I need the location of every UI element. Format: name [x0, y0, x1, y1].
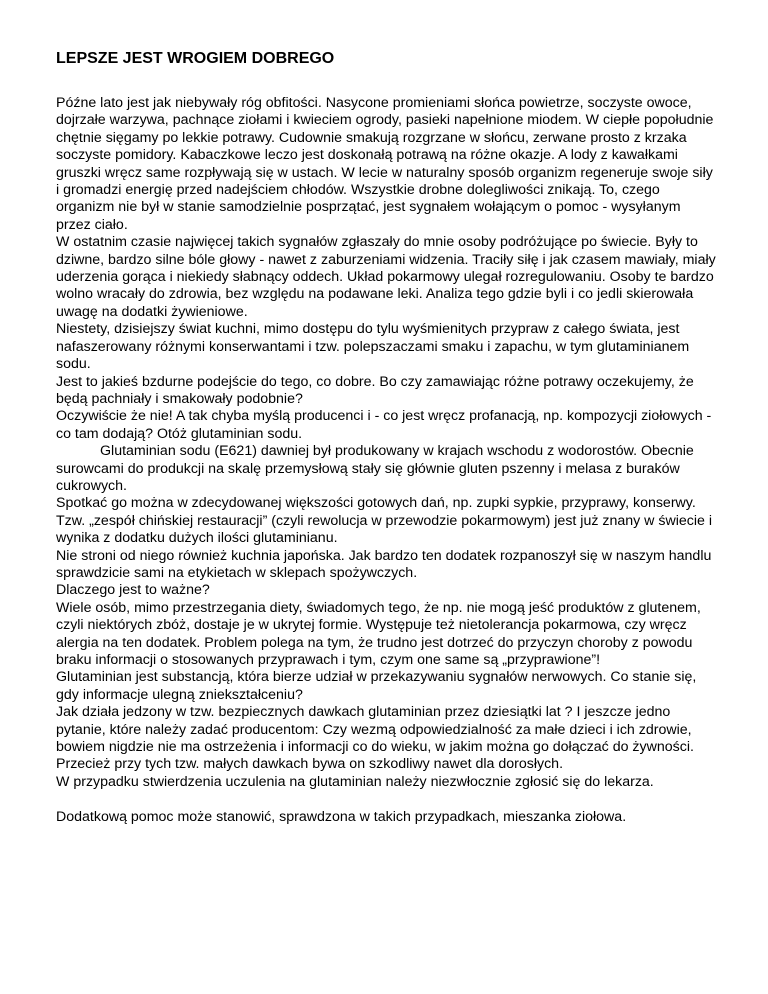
paragraph: Niestety, dzisiejszy świat kuchni, mimo dostępu do tylu wyśmienitych przypraw z całego świata, jest nafaszerowany różnymi konserwantami i tzw. polepszaczami smaku i zapachu, w tym glutaminianem sodu. [56, 321, 690, 373]
paragraph: Jak działa jedzony w tzw. bezpiecznych dawkach glutaminian przez dziesiątki lat ? I jeszcze jedno pytanie, które należy zadać producentom: Czy wezmą odpowiedzialność za małe dzieci i ich zdrowie, bowiem nigdzie nie ma ostrzeżenia i informacji co do wieku, w jakim można go dołączać do żywności. [56, 704, 694, 756]
paragraph: Tzw. „zespół chińskiej restauracji” (czyli rewolucja w przewodzie pokarmowym) jest już znany w świecie i wynika z dodatku dużych ilości glutaminianu. [56, 512, 712, 547]
paragraph: Nie stroni od niego również kuchnia japońska. Jak bardzo ten dodatek rozpanoszył się w naszym handlu sprawdzicie sami na etykietach w sklepach spożywczych. [56, 547, 712, 581]
paragraph: W ostatnim czasie najwięcej takich sygnałów zgłaszały do mnie osoby podróżujące po świecie. Były to dziwne, bardzo silne bóle głowy - nawet z zaburzeniami widzenia. Traciły siłę i jak czasem mawiały, miały uderzenia gorąca i niekiedy słabnący oddech. Układ pokarmowy ulegał rozregulowaniu. Osoby te bardzo wolno wracały do zdrowia, bez względu na podawane leki. Analiza tego gdzie byli i co jedli skierowała uwagę na dodatki żywieniowe. [56, 234, 716, 320]
paragraph: Późne lato jest jak niebywały róg obfitości. Nasycone promieniami słońca powietrze, soczyste owoce, dojrzałe warzywa, pachnące ziołami i kwieciem ogrody, pasieki napełnione miodem. W ciepłe popołudnie chętnie sięgamy po lekkie potrawy. Cudownie smakują rozgrzane w słońcu, zerwane prosto z krzaka soczyste pomidory. Kabaczkowe leczo jest doskonałą potrawą na różne okazje. A lody z kawałkami gruszki wręcz same rozpływają się w ustach. W lecie w naturalny sposób organizm regeneruje swoje siły i gromadzi energię przed nadejściem chłodów. Wszystkie drobne dolegliwości znikają. To, czego organizm nie był w stanie samodzielnie posprzątać, jest sygnałem wołającym o pomoc - wysyłanym przez ciało. [56, 95, 714, 233]
paragraph: Glutaminian jest substancją, która bierze udział w przekazywaniu sygnałów nerwowych. Co stanie się, gdy informacje ulegną zniekształceniu? [56, 669, 697, 703]
document-body [56, 95, 716, 826]
document-title: LEPSZE JEST WROGIEM DOBREGO [56, 50, 335, 67]
paragraph: Spotkać go można w zdecydowanej większości gotowych dań, np. zupki sypkie, przyprawy, konserwy. [56, 495, 696, 512]
paragraph: Dlaczego jest to ważne? [56, 582, 210, 599]
paragraph: Glutaminian sodu (E621) dawniej był produkowany w krajach wschodu z wodorostów. Obecnie surowcami do produkcji na skalę przemysłową stały się głównie gluten pszenny i melasa z buraków cukrowych. [56, 443, 694, 494]
paragraph: Wiele osób, mimo przestrzegania diety, świadomych tego, że np. nie mogą jeść produktów z glutenem, czyli niektórych zbóż, dostaje je w ukrytej formie. Występuje też nietolerancja pokarmowa, czy wręcz alergia na ten dodatek. Problem polega na tym, że trudno jest dotrzeć do przyczyn choroby z powodu braku informacji o stosowanych przyprawach i tym, czym one same są „przyprawione”! [56, 599, 701, 668]
paragraph: Jest to jakieś bzdurne podejście do tego, co dobre. Bo czy zamawiając różne potrawy oczekujemy, że będą pachniały i smakowały podobnie? [56, 373, 694, 407]
paragraph: Przecież przy tych tzw. małych dawkach bywa on szkodliwy nawet dla dorosłych. [56, 756, 564, 773]
paragraph: Oczywiście że nie! A tak chyba myślą producenci i - co jest wręcz profanacją, np. kompozycji ziołowych - co tam dodają? Otóż glutaminian sodu. [56, 408, 712, 442]
paragraph: W przypadku stwierdzenia uczulenia na glutaminian należy niezwłocznie zgłosić się do lekarza. [56, 773, 654, 790]
paragraph: Dodatkową pomoc może stanowić, sprawdzona w takich przypadkach, mieszanka ziołowa. [56, 808, 627, 825]
